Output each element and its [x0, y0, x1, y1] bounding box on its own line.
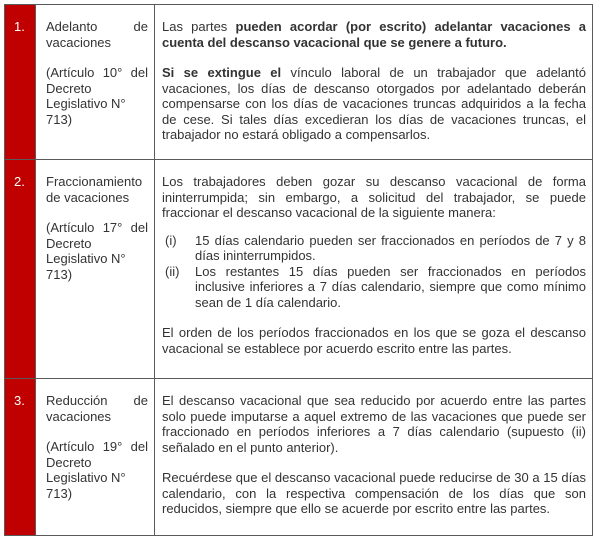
paragraph: El orden de los períodos fraccionados en los que se goza el descanso vacacional se establece por acuerdo escrito entre las partes. — [162, 325, 586, 356]
topic-cell — [36, 379, 155, 536]
topic-reference-end: 713) — [46, 266, 73, 282]
list-item-text: 15 días calendario pueden ser fraccionados en períodos de 7 y 8 días ininterrumpidos. — [195, 232, 586, 263]
paragraph — [162, 65, 586, 143]
row-number: 3. — [5, 379, 36, 536]
list-item — [162, 233, 586, 264]
row-number: 2. — [5, 160, 36, 379]
topic-cell — [36, 160, 155, 379]
list-marker: (i) — [165, 232, 177, 248]
content-cell — [155, 160, 593, 379]
list-marker: (ii) — [165, 263, 180, 279]
list-item-text: Los restantes 15 días pueden ser fraccionados en períodos inclusive inferiores a 7 días calendario, siempre que como mínimo sean de 1 día calendario. — [195, 263, 586, 310]
table-row — [5, 379, 593, 536]
row-number: 1. — [5, 5, 36, 160]
paragraph: Los trabajadores deben gozar su descanso vacacional de forma ininterrumpida; sin embargo, a solicitud del trabajador, se puede fraccionar el descanso vacacional de la siguiente manera: — [162, 174, 586, 220]
topic-reference-text: (Artículo 10° del Decreto Legislativo N° — [46, 65, 148, 111]
topic-title: Adelanto de vacaciones — [46, 19, 148, 50]
table-row — [5, 160, 593, 379]
bold-text: Si se extingue el — [162, 65, 282, 80]
list-item — [162, 264, 586, 311]
topic-reference-text: (Artículo 17° del Decreto Legislativo N° — [46, 220, 148, 266]
topic-title: Fraccionamiento de vacaciones — [46, 174, 143, 205]
content-cell — [155, 5, 593, 160]
topic-reference — [46, 65, 148, 127]
paragraph-prefix: Las partes — [162, 19, 236, 34]
topic-reference-text: (Artículo 19° del Decreto Legislativo N° — [46, 439, 148, 485]
fraction-list — [162, 233, 586, 311]
topic-reference — [46, 220, 148, 282]
bold-text: pueden acordar (por escrito) adelantar vacaciones a cuenta del descanso vacacional que se genere a futuro. — [162, 19, 586, 50]
paragraph: Recuérdese que el descanso vacacional puede reducirse de 30 a 15 días calendario, con la respectiva compensación de los días que son reducidos, siempre que ello se acuerde por escrito entre las partes. — [162, 470, 586, 516]
content-cell — [155, 379, 593, 536]
topic-title: Reducción de vacaciones — [46, 393, 148, 424]
paragraph-text: vínculo laboral de un trabajador que adelantó vacaciones, los días de descanso otorgados por adelantado deberán compensarse con los días de vacaciones truncas adquiridos a la fecha de cese. Si tales días excedieran los días de vacaciones truncas, el trabajador no estará obligado a compensarlos. — [162, 65, 586, 142]
topic-reference-end: 713) — [46, 111, 73, 127]
paragraph — [162, 19, 586, 50]
table-row — [5, 5, 593, 160]
vacation-rules-table — [4, 4, 593, 536]
topic-reference-end: 713) — [46, 485, 73, 501]
topic-reference — [46, 439, 148, 501]
topic-cell — [36, 5, 155, 160]
paragraph: El descanso vacacional que sea reducido por acuerdo entre las partes solo puede imputarse a aquel extremo de las vacaciones que puede ser fraccionado en períodos inferiores a 7 días calendario (supuesto (ii) señalado en el punto anterior). — [162, 393, 586, 455]
